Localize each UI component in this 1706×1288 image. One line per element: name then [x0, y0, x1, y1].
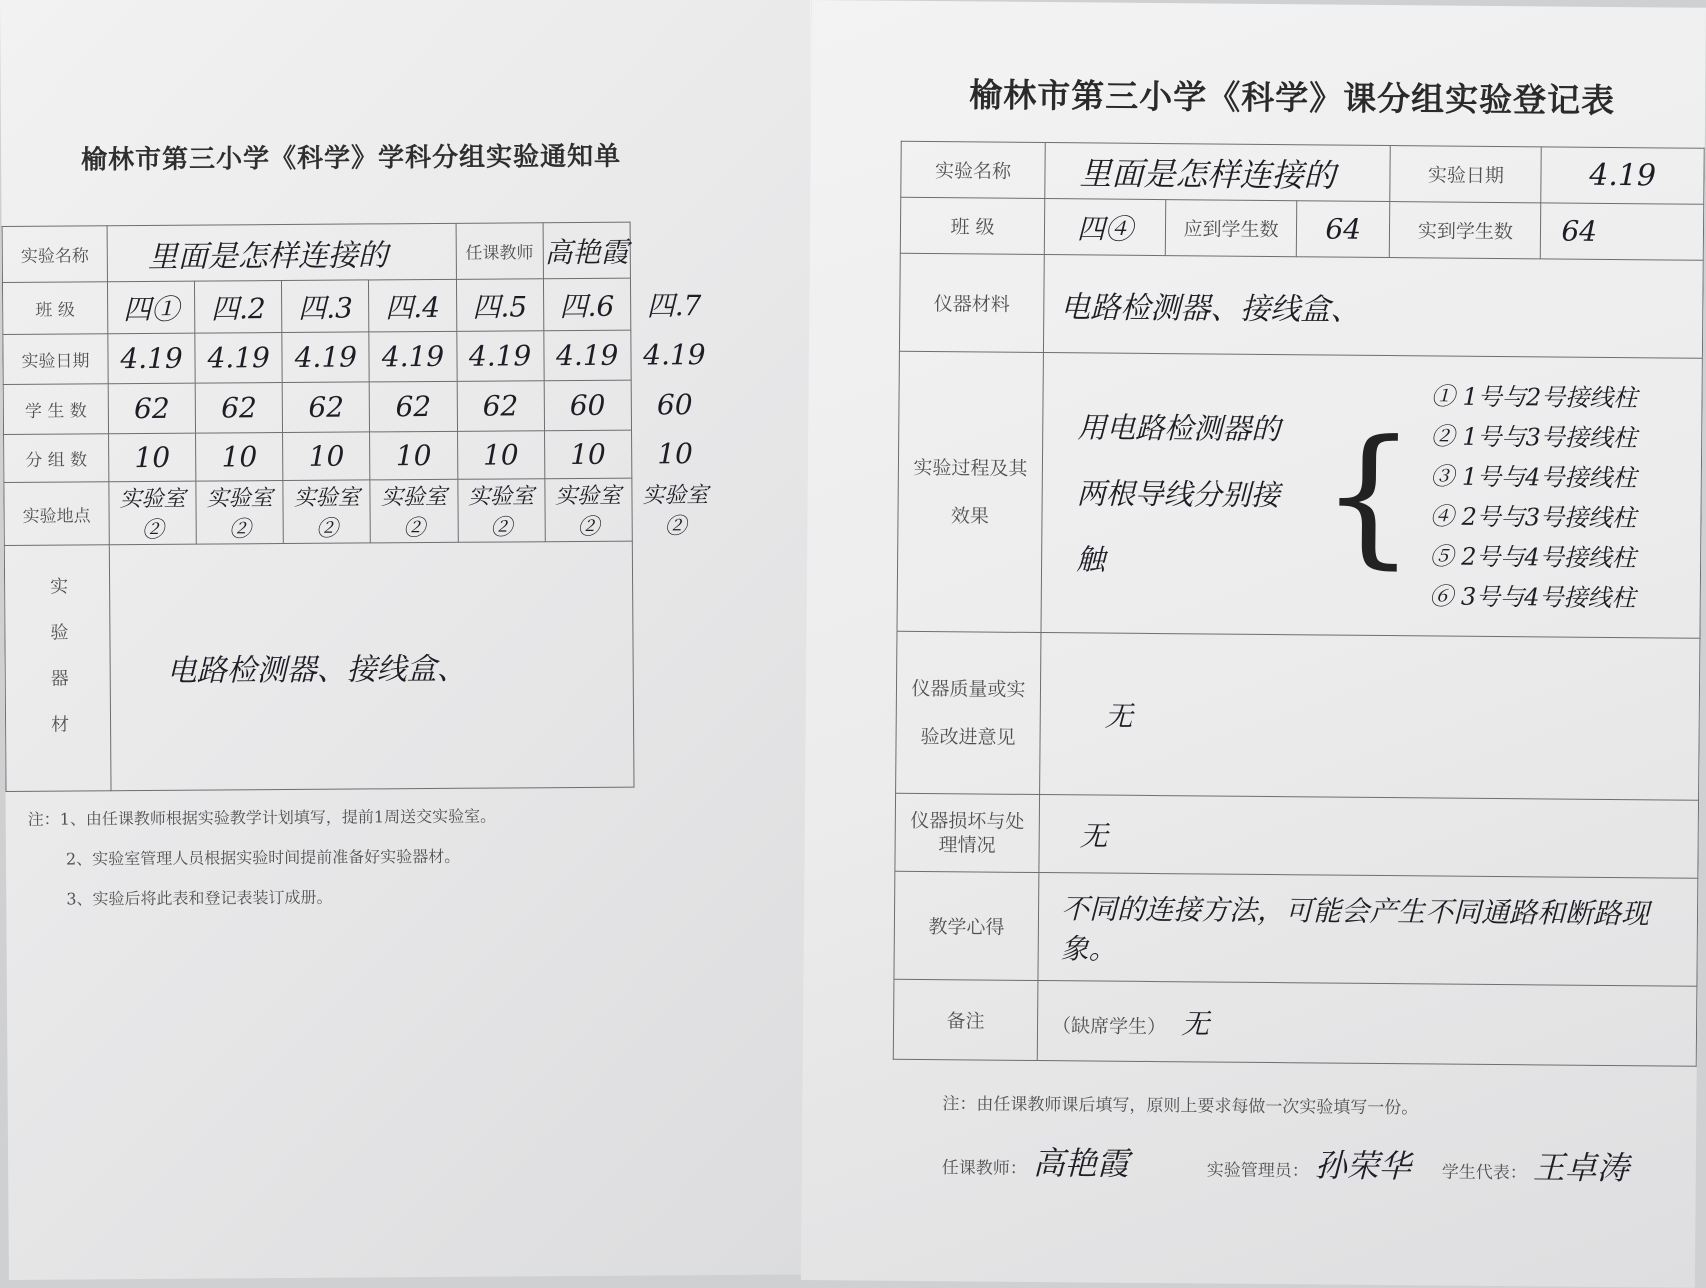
record-reflection: 不同的连接方法，可能会产生不同通路和断路现象。	[1038, 873, 1698, 987]
groups-cell: 10	[109, 433, 196, 482]
label-quality: 仪器质量或实验改进意见	[896, 631, 1041, 794]
process-step: ③ 1号与4号接线柱	[1430, 461, 1637, 492]
notice-notes	[28, 797, 497, 920]
label-process: 实验过程及其效果	[897, 351, 1043, 632]
groups-cell: 10	[657, 437, 694, 471]
label-materials: 仪器材料	[899, 253, 1044, 352]
location-cell: 实验室②	[642, 483, 709, 540]
label-class: 班 级	[2, 282, 107, 335]
groups-cell: 10	[544, 430, 631, 479]
process-intro: 用电路检测器的两根导线分别接触	[1075, 409, 1281, 577]
class-cell: 四.5	[456, 279, 544, 332]
class-cell: 四.2	[195, 281, 283, 334]
notice-teacher: 高艳霞	[543, 222, 631, 279]
students-cell: 62	[108, 383, 195, 434]
student-signature-value: 王卓涛	[1532, 1148, 1630, 1188]
record-form-title: 榆林市第三小学《科学》课分组实验登记表	[969, 75, 1616, 121]
teacher-signature-label: 任课教师：	[941, 1158, 1027, 1179]
students-cell: 62	[195, 383, 282, 434]
process-steps	[1429, 376, 1637, 618]
note-line: 2、实验室管理人员根据实验时间提前准备好实验器材。	[65, 846, 461, 869]
date-cell: 4.19	[108, 333, 195, 384]
label-experiment-date: 实验日期	[1390, 146, 1541, 203]
label-date: 实验日期	[3, 334, 108, 385]
class-cell: 四.4	[369, 279, 457, 332]
remarks-label: （缺席学生）	[1051, 1014, 1167, 1038]
groups-cell: 10	[457, 431, 544, 480]
date-cell: 4.19	[282, 332, 369, 383]
location-cell: 实验室②	[109, 481, 197, 545]
label-class: 班 级	[900, 197, 1044, 254]
groups-cell: 10	[196, 433, 283, 482]
label-students: 学 生 数	[3, 384, 108, 435]
students-cell: 60	[544, 380, 631, 431]
location-cell: 实验室②	[196, 481, 284, 545]
admin-signature	[1207, 1139, 1411, 1187]
label-damage: 仪器损坏与处理情况	[895, 793, 1040, 872]
notice-equipment: 电路检测器、接线盒、	[109, 541, 634, 791]
label-teacher: 任课教师	[456, 223, 544, 280]
process-step: ④ 2号与3号接线柱	[1429, 501, 1637, 532]
record-footer-note: 注：由任课教师课后填写，原则上要求每做一次实验填写一份。	[942, 1094, 1419, 1119]
location-cell: 实验室②	[457, 479, 545, 543]
location-cell: 实验室②	[545, 478, 633, 542]
notice-experiment-name: 里面是怎样连接的	[107, 223, 456, 281]
record-class: 四④	[1044, 199, 1165, 256]
class-cell: 四.6	[543, 278, 631, 331]
record-quality: 无	[1040, 633, 1700, 801]
record-actual-students: 64	[1541, 203, 1704, 260]
label-actual-students: 实到学生数	[1390, 202, 1541, 259]
label-equipment: 实验器材	[4, 545, 111, 792]
record-experiment-name: 里面是怎样连接的	[1045, 143, 1391, 202]
process-step: ① 1号与2号接线柱	[1430, 381, 1638, 412]
record-experiment-date: 4.19	[1541, 147, 1704, 204]
record-table	[893, 141, 1705, 1067]
record-damage: 无	[1039, 795, 1699, 879]
label-experiment-name: 实验名称	[2, 226, 107, 283]
record-remarks: 无	[1181, 1006, 1210, 1041]
student-signature-label: 学生代表：	[1441, 1162, 1527, 1184]
note-line: 注：1、由任课教师根据实验教学计划填写，提前1周送交实验室。	[27, 806, 497, 829]
process-step: ⑥ 3号与4号接线柱	[1429, 581, 1636, 612]
label-reflection: 教学心得	[894, 871, 1039, 980]
note-line: 3、实验后将此表和登记表装订成册。	[66, 887, 333, 909]
label-groups: 分 组 数	[4, 434, 109, 483]
process-step: ② 1号与3号接线柱	[1430, 421, 1637, 452]
process-step: ⑤ 2号与4号接线柱	[1429, 541, 1636, 572]
label-remarks: 备注	[893, 979, 1038, 1060]
students-cell: 62	[282, 382, 369, 433]
notice-table	[2, 221, 722, 792]
date-cell: 4.19	[369, 331, 456, 382]
remarks-cell	[1037, 981, 1697, 1067]
student-signature	[1442, 1142, 1629, 1190]
label-experiment-name: 实验名称	[901, 141, 1045, 198]
notice-form-sheet	[0, 0, 819, 1280]
location-cell: 实验室②	[370, 479, 458, 543]
date-cell: 4.19	[456, 331, 543, 382]
teacher-signature-value: 高艳霞	[1032, 1143, 1130, 1183]
process-cell	[1041, 353, 1702, 639]
admin-signature-value: 孙荣华	[1314, 1146, 1412, 1186]
record-expected-students: 64	[1296, 201, 1390, 258]
students-cell: 62	[370, 381, 457, 432]
label-expected-students: 应到学生数	[1165, 200, 1296, 257]
date-cell: 4.19	[544, 330, 631, 381]
date-cell: 4.19	[195, 333, 282, 384]
location-cell: 实验室②	[283, 480, 371, 544]
class-cell: 四.7	[646, 288, 702, 322]
teacher-signature	[942, 1137, 1129, 1185]
class-cell: 四.3	[282, 280, 370, 333]
notice-form-title: 榆林市第三小学《科学》学科分组实验通知单	[81, 141, 622, 176]
class-cell: 四①	[107, 281, 195, 334]
admin-signature-label: 实验管理员：	[1206, 1160, 1309, 1182]
students-cell: 62	[457, 381, 544, 432]
groups-cell: 10	[370, 431, 457, 480]
groups-cell: 10	[283, 432, 370, 481]
label-location: 实验地点	[4, 482, 109, 546]
students-cell: 60	[656, 388, 693, 422]
brace-icon: {	[1319, 407, 1417, 583]
date-cell: 4.19	[643, 338, 706, 372]
record-form-sheet	[801, 0, 1706, 1288]
record-materials: 电路检测器、接线盒、	[1043, 255, 1703, 359]
